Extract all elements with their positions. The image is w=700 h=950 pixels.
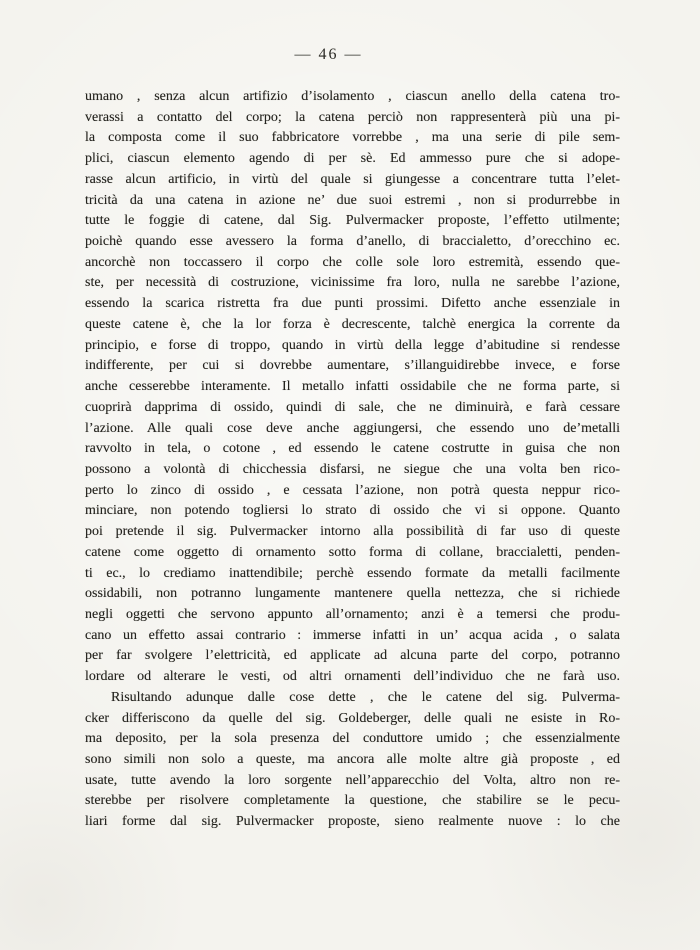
text-line: perto lo zinco di ossido , e cessata l’azione, non potrà questa neppur rico- bbox=[85, 482, 620, 498]
page-number: — 46 — bbox=[294, 46, 363, 63]
text-line: ancorchè non toccassero il corpo che colle sole loro estremità, essendo que- bbox=[85, 254, 620, 270]
text-line: plici, ciascun elemento agendo di per sè. Ed ammesso pure che si adope- bbox=[85, 151, 620, 167]
text-line: l’azione. Alle quali cose deve anche aggiungersi, che essendo uno de’metalli bbox=[85, 420, 620, 436]
text-line: liari forme dal sig. Pulvermacker proposte, sieno realmente nuove : lo che bbox=[85, 814, 620, 830]
text-line: sterebbe per risolvere completamente la questione, che stabilire se le pecu- bbox=[85, 793, 620, 809]
text-line: ti ec., lo crediamo inattendibile; perchè essendo formate da metalli facilmente bbox=[85, 565, 620, 581]
text-line: queste catene è, che la lor forza è decrescente, talchè energica la corrente da bbox=[85, 316, 620, 332]
text-line: principio, e forse di troppo, quando in virtù della legge d’abitudine si rendesse bbox=[85, 337, 620, 353]
text-line: la composta come il suo fabbricatore vorrebbe , ma una serie di pile sem- bbox=[85, 130, 620, 146]
text-line: cker differiscono da quelle del sig. Goldeberger, delle quali ne esiste in Ro- bbox=[85, 710, 620, 726]
text-line: cano un effetto assai contrario : immerse infatti in un’ acqua acida , o salata bbox=[85, 627, 620, 643]
text-line: indifferente, per cui si dovrebbe aumentare, s’illanguidirebbe invece, e forse bbox=[85, 358, 620, 374]
text-line: usate, tutte avendo la loro sorgente nell’apparecchio del Volta, altro non re- bbox=[85, 772, 620, 788]
body-text bbox=[85, 87, 620, 833]
text-line: poi pretende il sig. Pulvermacker intorno alla possibilità di far uso di queste bbox=[85, 524, 620, 540]
text-line: tricità da una catena in azione ne’ due suoi estremi , non si produrrebbe in bbox=[85, 192, 620, 208]
text-line: sono simili non solo a queste, ma ancora alle molte altre già proposte , ed bbox=[85, 752, 620, 767]
text-line: poichè quando esse avessero la forma d’anello, di braccialetto, d’orecchino ec. bbox=[85, 234, 620, 250]
text-line: anche cesserebbe interamente. Il metallo infatti ossidabile che ne forma parte, si bbox=[85, 379, 620, 395]
text-line: cuoprirà dapprima di ossido, quindi di sale, che ne diminuirà, e farà cessare bbox=[85, 399, 620, 415]
text-line: essendo la scarica ristretta fra due punti prossimi. Difetto anche essenziale in bbox=[85, 296, 620, 312]
text-line: per far svolgere l’elettricità, ed applicate ad alcuna parte del corpo, potranno bbox=[85, 648, 620, 664]
text-line: lordare od alterare le vesti, od altri ornamenti dell’individuo che ne farà uso. bbox=[85, 669, 620, 685]
text-line: ravvolto in tela, o cotone , ed essendo le catene costrutte in guisa che non bbox=[85, 441, 620, 457]
text-line: minciare, non potendo togliersi lo strato di ossido che vi si oppone. Quanto bbox=[85, 503, 620, 519]
text-line: rasse alcun artificio, in virtù del quale si giungesse a concentrare tutta l’elet- bbox=[85, 171, 620, 187]
text-line: possono a volontà di chicchessia disfarsi, ne siegue che una volta ben rico- bbox=[85, 461, 620, 477]
text-line: verassi a contatto del corpo; la catena perciò non rappresenterà più una pi- bbox=[85, 109, 620, 125]
text-line: catene come oggetto di ornamento sotto forma di collane, braccialetti, penden- bbox=[85, 544, 620, 560]
text-line: ma deposito, per la sola presenza del conduttore umido ; che essenzialmente bbox=[85, 731, 620, 747]
text-line: umano , senza alcun artifizio d’isolamento , ciascun anello della catena tro- bbox=[85, 89, 620, 104]
text-line: tutte le foggie di catene, dal Sig. Pulvermacker proposte, l’effetto utilmente; bbox=[85, 213, 620, 229]
text-line: negli oggetti che servono appunto all’ornamento; anzi è a temersi che produ- bbox=[85, 606, 620, 622]
text-line: ossidabili, non potranno lungamente mantenere quella nettezza, che si richiede bbox=[85, 586, 620, 602]
text-line-paragraph-start: Risultando adunque dalle cose dette , che le catene del sig. Pulverma- bbox=[111, 689, 620, 705]
text-line: ste, per necessità di costruzione, vicinissime fra loro, nulla ne sarebbe l’azione, bbox=[85, 275, 620, 291]
